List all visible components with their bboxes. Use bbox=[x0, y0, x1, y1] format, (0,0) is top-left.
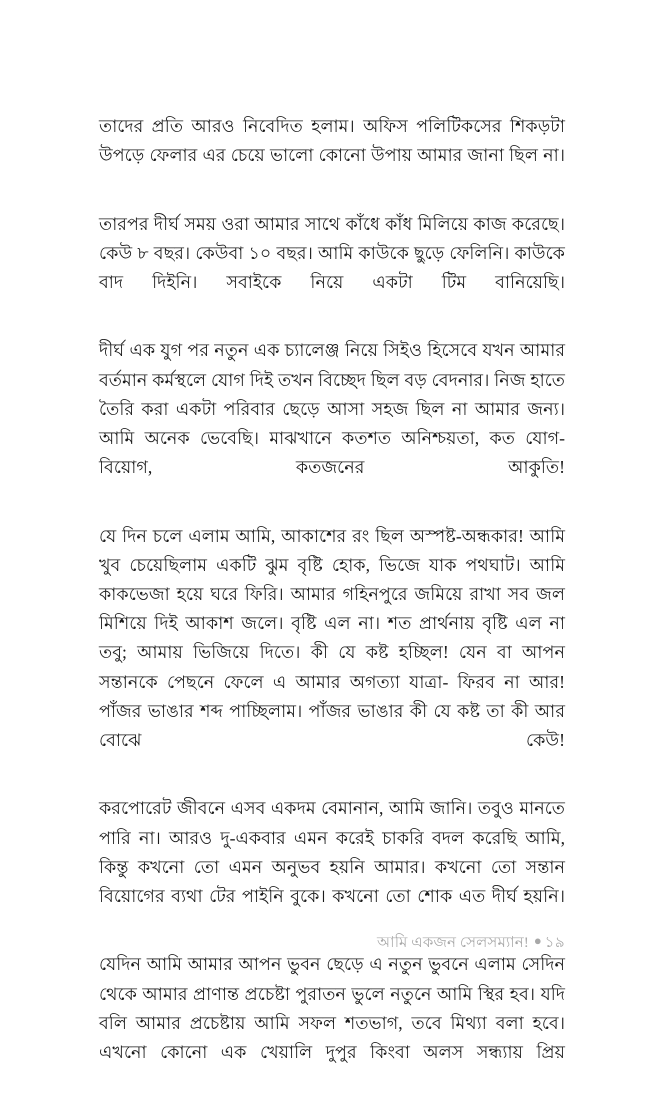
body-paragraph: যে দিন চলে এলাম আমি, আকাশের রং ছিল অস্পষ্ট-অন্ধকার! আমি খুব চেয়েছিলাম একটি ঝুম বৃষ্টি হোক, ভিজে যাক পথঘাট। আমি কাকভেজা হয়ে ঘরে ফিরি। আমার গহিনপুরে জমিয়ে রাখা সব জল মিশিয়ে দিই আকাশ জলে। বৃষ্টি এল না। শত প্রার্থনায় বৃষ্টি এল না তবু; আমায় ভিজিয়ে দিতে। কী যে কষ্ট হচ্ছিল! যেন বা আপন সন্তানকে পেছনে ফেলে এ আমার অগত্যা যাত্রা- ফিরব না আর! পাঁজর ভাঙার শব্দ পাচ্ছিলাম। পাঁজর ভাঙার কী যে কষ্ট তা কী আর বোঝে কেউ! bbox=[99, 525, 565, 751]
body-paragraph: তাদের প্রতি আরও নিবেদিত হলাম। অফিস পলিটিকসের শিকড়টা উপড়ে ফেলার এর চেয়ে ভালো কোনো উপায় আমার জানা ছিল না। bbox=[99, 116, 565, 166]
body-paragraph: তারপর দীর্ঘ সময় ওরা আমার সাথে কাঁধে কাঁধ মিলিয়ে কাজ করেছে। কেউ ৮ বছর। কেউবা ১০ বছর। আমি কাউকে ছুড়ে ফেলিনি। কাউকে বাদ দিইনি। সবাইকে নিয়ে একটা টিম বানিয়েছি। bbox=[99, 213, 565, 293]
body-paragraph: করপোরেট জীবনে এসব একদম বেমানান, আমি জানি। তবুও মানতে পারি না। আরও দু-একবার এমন করেই চাকরি বদল করেছি আমি, কিন্তু কখনো তো এমন অনুভব হয়নি আমার। কখনো তো সন্তান বিয়োগের ব্যথা টের পাইনি বুকে। কখনো তো শোক এত দীর্ঘ হয়নি। bbox=[99, 798, 565, 907]
body-paragraph: যেদিন আমি আমার আপন ভুবন ছেড়ে এ নতুন ভুবনে এলাম সেদিন থেকে আমার প্রাণান্ত প্রচেষ্টা পুরাতন ভুলে নতুনে আমি স্থির হব। যদি বলি আমার প্রচেষ্টায় আমি সফল শতভাগ, তবে মিথ্যা বলা হবে। এখনো কোনো এক খেয়ালি দুপুর কিংবা অলস সন্ধ্যায় প্রিয় bbox=[99, 954, 565, 1063]
footer-separator-icon: ● bbox=[533, 933, 542, 948]
page-footer bbox=[99, 930, 565, 954]
page-number: ১৯ bbox=[544, 934, 565, 951]
body-paragraph: দীর্ঘ এক যুগ পর নতুন এক চ্যালেঞ্জ নিয়ে সিইও হিসেবে যখন আমার বর্তমান কর্মস্থলে যোগ দিই তখন বিচ্ছেদ ছিল বড় বেদনার। নিজ হাতে তৈরি করা একটা পরিবার ছেড়ে আসা সহজ ছিল না আমার জন্য। আমি অনেক ভেবেছি। মাঝখানে কতশত অনিশ্চয়তা, কত যোগ-বিয়োগ, কতজনের আকুতি! bbox=[99, 340, 565, 478]
footer-book-title: আমি একজন সেলসম্যান! bbox=[376, 934, 529, 951]
